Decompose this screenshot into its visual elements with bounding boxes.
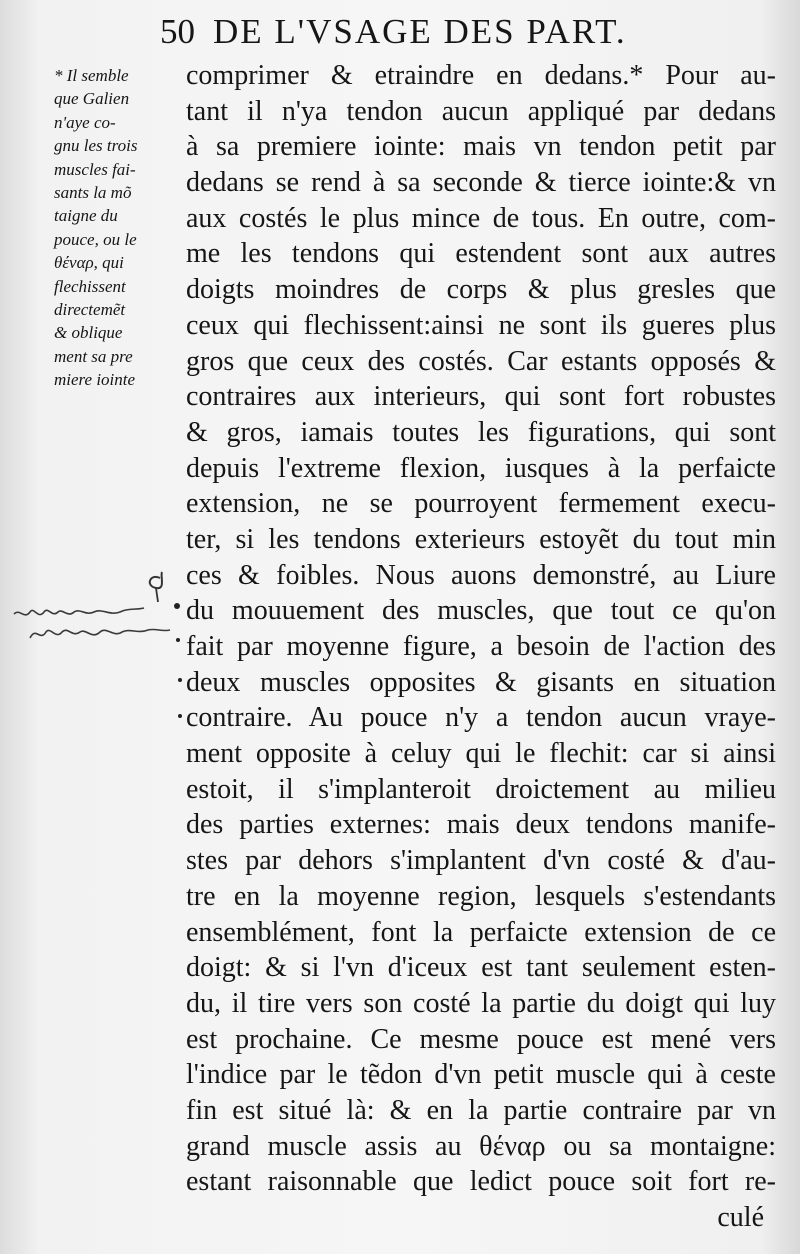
text-line: grand muscle assis au θέναρ ou sa montaigne:: [186, 1130, 776, 1162]
text-line: à sa premiere iointe: mais vn tendon petit par: [186, 131, 776, 163]
marginal-note-line: flechissent: [54, 276, 126, 296]
text-line: culé: [717, 1202, 764, 1233]
margin-mark: [176, 638, 180, 642]
text-line: estant raisonnable que ledict pouce soit fort re-: [186, 1166, 776, 1198]
text-line: fait par moyenne figure, a besoin de l'action des: [186, 631, 776, 662]
marginal-note-line: directemẽt: [54, 299, 126, 319]
text-line: fin est situé là: & en la partie contraire par vn: [186, 1094, 776, 1126]
margin-mark: [174, 603, 180, 609]
marginal-note-line: θέναρ, qui: [54, 253, 124, 273]
text-line: des parties externes: mais deux tendons manife-: [186, 809, 776, 841]
marginal-note-line: miere iointe: [54, 370, 136, 390]
marginal-note-line: ment sa pre: [54, 346, 133, 366]
marginal-note-line: & oblique: [54, 323, 123, 343]
text-line: estoit, il s'implanteroit droictement au milieu: [186, 773, 776, 805]
text-line: ment opposite à celuy qui le flechit: car si ainsi: [186, 738, 776, 770]
text-line: contraire. Au pouce n'y a tendon aucun vraye-: [186, 702, 776, 734]
text-line: deux muscles opposites & gisants en situation: [186, 666, 776, 698]
text-line: ensemblément, font la perfaicte extension de ce: [186, 916, 776, 948]
text-line: ces & foibles. Nous auons demonstré, au Liure: [186, 559, 776, 591]
marginal-note-line: que Galien: [54, 89, 130, 109]
text-line: doigts moindres de corps & plus gresles que: [186, 274, 776, 306]
body-text: [186, 58, 776, 1236]
marginal-note-line: sants la mõ: [54, 182, 132, 202]
text-line: doigt: & si l'vn d'iceux est tant seulement esten-: [186, 952, 776, 984]
marginal-note-line: * Il semble: [54, 66, 129, 85]
margin-mark: [178, 678, 182, 682]
text-line: ceux qui flechissent:ainsi ne sont ils gueres plus: [186, 309, 776, 341]
text-line: est prochaine. Ce mesme pouce est mené vers: [186, 1023, 776, 1055]
text-line: dedans se rend à sa seconde & tierce iointe:& vn: [186, 167, 776, 199]
text-line: stes par dehors s'implantent d'vn costé & d'au-: [186, 845, 776, 877]
text-line: du, il tire vers son costé la partie du doigt qui luy: [186, 987, 776, 1019]
text-line: extension, ne se pourroyent fermement execu-: [186, 488, 776, 520]
running-header: [160, 10, 780, 54]
text-line: & gros, iamais toutes les figurations, qui sont: [186, 416, 776, 448]
text-line: aux costés le plus mince de tous. En outre, com-: [186, 202, 776, 234]
text-line: du mouuement des muscles, que tout ce qu'on: [186, 595, 776, 627]
page-number: 50: [160, 12, 195, 51]
text-line: ter, si les tendons exterieurs estoyẽt du tout min: [186, 523, 776, 555]
handwritten-annotation: [10, 568, 180, 648]
margin-mark: [178, 714, 182, 718]
text-line: tant il n'ya tendon aucun appliqué par dedans: [186, 95, 776, 127]
text-line: depuis l'extreme flexion, iusques à la perfaicte: [186, 452, 776, 484]
text-line: l'indice par le tẽdon d'vn petit muscle qui à ceste: [186, 1059, 776, 1091]
marginal-note-line: taigne du: [54, 206, 118, 226]
marginal-note-line: pouce, ou le: [54, 229, 137, 249]
running-title: DE L'VSAGE DES PART.: [213, 12, 627, 51]
marginal-note-line: muscles fai-: [54, 159, 136, 179]
text-line: tre en la moyenne region, lesquels s'estendants: [186, 880, 776, 912]
marginal-note-line: n'aye co-: [54, 112, 116, 132]
text-line: comprimer & etraindre en dedans.* Pour au-: [186, 60, 776, 91]
text-line: contraires aux interieurs, qui sont fort robustes: [186, 381, 776, 413]
text-line: gros que ceux des costés. Car estants opposés &: [186, 345, 776, 377]
text-line: me les tendons qui estendent sont aux autres: [186, 238, 776, 270]
marginal-note-line: gnu les trois: [54, 136, 138, 156]
marginal-note: [54, 64, 188, 391]
